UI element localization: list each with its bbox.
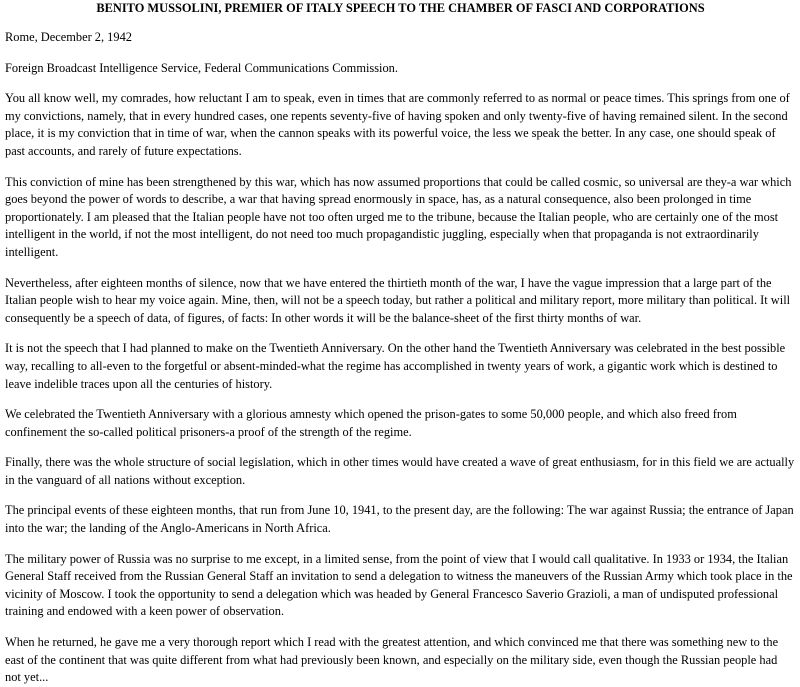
paragraph: You all know well, my comrades, how reluctant I am to speak, even in times that are commonly referred to as normal or peace times. This springs from one of my convictions, namely, that in every hundred cases, one repents seventy-five of having spoken and only twenty-five of having remained silent. In the second place, it is my conviction that in time of war, when the cannon speaks with its powerful voice, the less we speak the better. In any case, one should speak of past accounts, and rarely of future expectations.	[5, 91, 790, 158]
paragraph: Finally, there was the whole structure of social legislation, which in other times would have created a wave of great enthusiasm, for in this field we are actually in the vanguard of all nations without exception.	[5, 455, 795, 487]
paragraph: It is not the speech that I had planned to make on the Twentieth Anniversary. On the other hand the Twentieth Anniversary was celebrated in the best possible way, recalling to all-even to the forgetful or absent-minded-what the regime has accomplished in twenty years of work, a gigantic work which is destined to leave indelible traces upon all the centuries of history.	[5, 341, 786, 391]
source-line: Foreign Broadcast Intelligence Service, Federal Communications Commission.	[5, 60, 398, 75]
place-date: Rome, December 2, 1942	[5, 30, 132, 44]
paragraph: We celebrated the Twentieth Anniversary with a glorious amnesty which opened the prison-gates to some 50,000 people, and which also freed from confinement the so-called political prisoners-a proof of the strength of the regime.	[5, 407, 737, 439]
paragraph: When he returned, he gave me a very thorough report which I read with the greatest attention, and which convinced me that there was something new to the east of the continent that was quite different from what had previously been known, and especially on the military side, even though the Russian people had not yet...	[5, 635, 779, 685]
paragraph: This conviction of mine has been strengthened by this war, which has now assumed proportions that could be called cosmic, so universal are they-a war which goes beyond the power of words to describe, a war that having spread enormously in space, has, as a natural consequence, also been prolonged in time proportionately. I am pleased that the Italian people have not too often urged me to the tribune, because the Italian people, who are certainly one of the most intelligent in the world, if not the most intelligent, do not need too much propagandistic juggling, especially when that propaganda is not extraordinarily intelligent.	[5, 174, 792, 259]
paragraph: The principal events of these eighteen months, that run from June 10, 1941, to the present day, are the following: The war against Russia; the entrance of Japan into the war; the landing of the Anglo-Americans in North Africa.	[5, 503, 794, 536]
paragraph: Nevertheless, after eighteen months of silence, now that we have entered the thirtieth month of the war, I have the vague impression that a large part of the Italian people wish to hear my voice again. Mine, then, will not be a speech today, but rather a political and military report, more military than political. It will consequently be a speech of data, of figures, of facts: In other words it will be the balance-sheet of the first thirty months of war.	[5, 275, 791, 325]
paragraph: The military power of Russia was no surprise to me except, in a limited sense, from the point of view that I would call qualitative. In 1933 or 1934, the Italian General Staff received from the Russian General Staff an invitation to send a delegation to witness the maneuvers of the Russian Army which took place in the vicinity of Moscow. I took the opportunity to send a delegation which was headed by General Francesco Saverio Grazioli, a man of undisputed professional training and endowed with a keen power of observation.	[5, 551, 793, 619]
document-title: BENITO MUSSOLINI, PREMIER OF ITALY SPEECH TO THE CHAMBER OF FASCI AND CORPORATIONS	[96, 1, 705, 15]
